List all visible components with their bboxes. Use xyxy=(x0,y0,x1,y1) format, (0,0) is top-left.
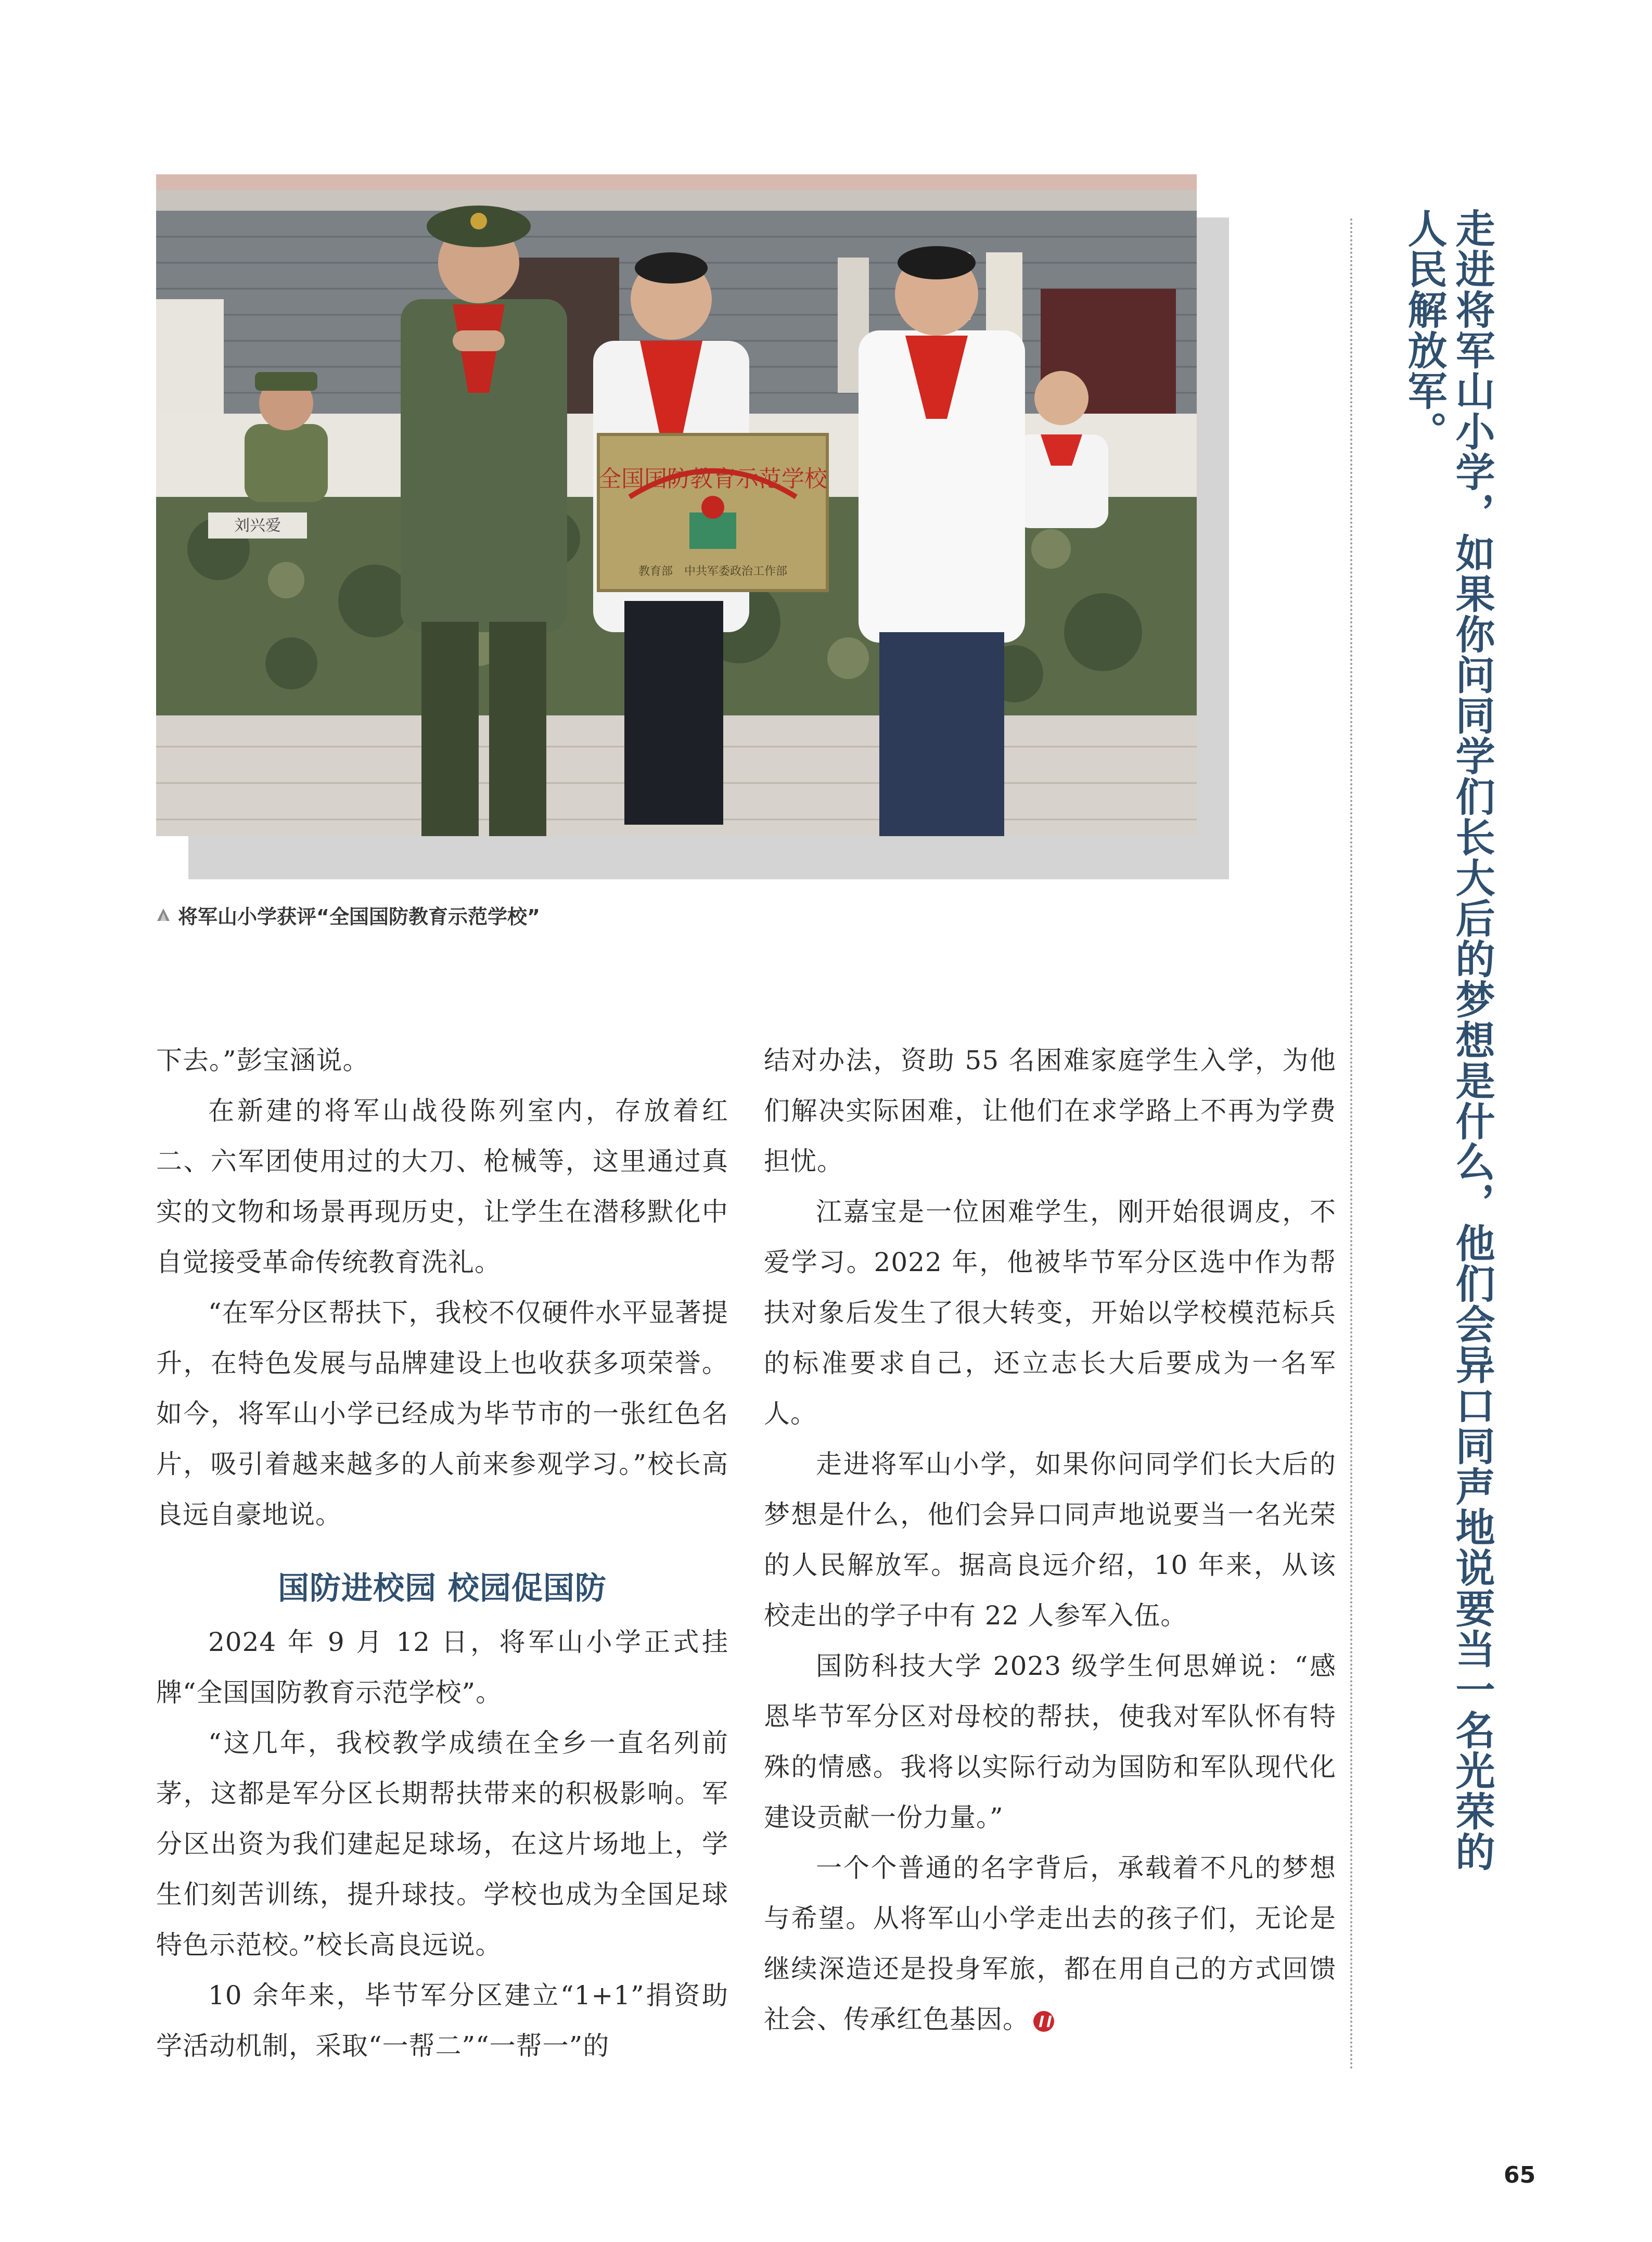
end-mark-icon xyxy=(1033,2011,1054,2032)
name-card-text: 刘兴爱 xyxy=(234,517,281,535)
paragraph: 结对办法，资助 55 名困难家庭学生入学，为他们解决实际困难，让他们在求学路上不再为学费担忧。 xyxy=(764,1045,1336,1176)
paragraph: 10 余年来，毕节军分区建立“1+1”捐资助学活动机制，采取“一帮二”“一帮一”的 xyxy=(156,1980,728,2061)
triangle-icon xyxy=(156,907,171,922)
page-number: 65 xyxy=(1504,2162,1536,2188)
plaque-text: 全国国防教育示范学校 xyxy=(598,466,827,492)
article-column-right xyxy=(764,1035,1336,2045)
pull-quote: 走进将军山小学，如果你问同学们长大后的梦想是什么，他们会异口同声地说要当一名光荣的人民解放军。 xyxy=(1401,208,1495,1872)
column-divider xyxy=(1350,219,1352,2071)
article-column-left xyxy=(156,1035,728,2071)
paragraph: 江嘉宝是一位困难学生，刚开始很调皮，不爱学习。2022 年，他被毕节军分区选中作为帮扶对象后发生了很大转变，开始以学校模范标兵的标准要求自己，还立志长大后要成为一名军人。 xyxy=(764,1197,1336,1429)
final-paragraph-text: 一个个普通的名字背后，承载着不凡的梦想与希望。从将军山小学走出去的孩子们，无论是继续深造还是投身军旅，都在用自己的方式回馈社会、传承红色基因。 xyxy=(764,1853,1336,2034)
paragraph: 在新建的将军山战役陈列室内，存放着红二、六军团使用过的大刀、枪械等，这里通过真实的文物和场景再现历史，让学生在潜移默化中自觉接受革命传统教育洗礼。 xyxy=(156,1096,728,1277)
paragraph: 下去。”彭宝涵说。 xyxy=(156,1045,369,1075)
section-heading: 国防进校园 校园促国防 xyxy=(278,1570,607,1607)
caption-text: 将军山小学获评“全国国防教育示范学校” xyxy=(178,905,540,928)
paragraph: 2024 年 9 月 12 日，将军山小学正式挂牌“全国国防教育示范学校”。 xyxy=(156,1627,728,1708)
paragraph: “这几年，我校教学成绩在全乡一直名列前茅，这都是军分区长期帮扶带来的积极影响。军分区出资为我们建起足球场，在这片场地上，学生们刻苦训练，提升球技。学校也成为全国足球特色示范校。”校长高良远说。 xyxy=(156,1728,728,1960)
article-photo xyxy=(156,174,1197,836)
paragraph: 国防科技大学 2023 级学生何思婵说：“感恩毕节军分区对母校的帮扶，使我对军队怀有特殊的情感。我将以实际行动为国防和军队现代化建设贡献一份力量。” xyxy=(764,1651,1336,1833)
paragraph: “在军分区帮扶下，我校不仅硬件水平显著提升，在特色发展与品牌建设上也收获多项荣誉。如今，将军山小学已经成为毕节市的一张红色名片，吸引着越来越多的人前来参观学习。”校长高良远自豪地说。 xyxy=(156,1298,728,1530)
final-paragraph xyxy=(764,1843,1336,2045)
plaque-issuer: 教育部 中共军委政治工作部 xyxy=(638,565,788,578)
paragraph: 走进将军山小学，如果你问同学们长大后的梦想是什么，他们会异口同声地说要当一名光荣的人民解放军。据高良远介绍，10 年来，从该校走出的学子中有 22 人参军入伍。 xyxy=(764,1449,1336,1631)
photo-caption xyxy=(156,899,540,930)
